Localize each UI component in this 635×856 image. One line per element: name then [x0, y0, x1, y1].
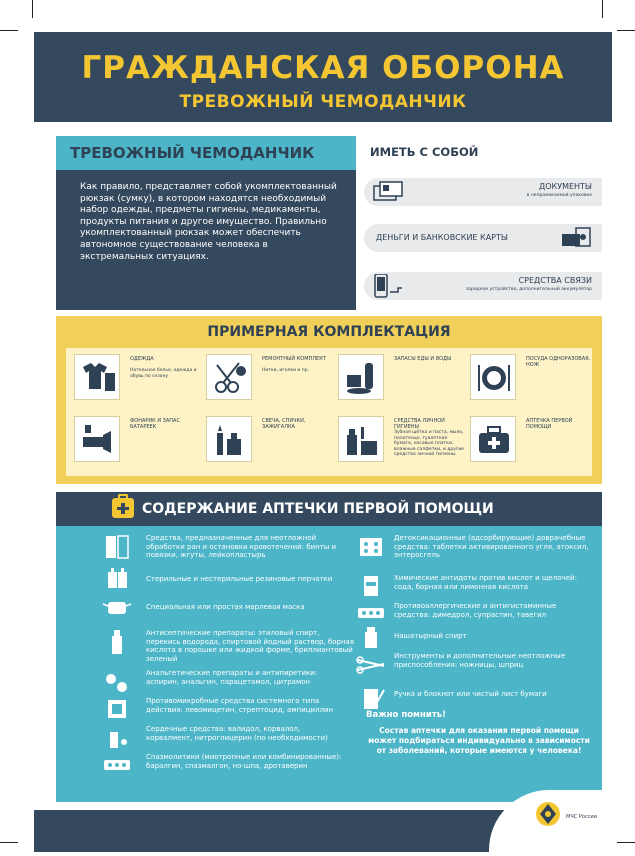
firstaid-left-item: Антисептические препараты: этиловый спирт, перекись водорода, спиртовой йодный раствор, борная кислота в порошке или жидкой форме, бриллиантовый зеленый — [146, 629, 355, 663]
kit-item-food — [338, 354, 468, 412]
first-aid-kit-icon — [475, 421, 513, 459]
firstaid-right-item: Химические антидоты против кислот и щелочей: сода, борная или лимонная кислота — [394, 574, 577, 591]
keep-label: ДЕНЬГИ И БАНКОВСКИЕ КАРТЫ — [376, 233, 508, 242]
kit-desc: Нитки, иголки и пр. — [262, 368, 310, 373]
firstaid-right-item: Детоксикационные (адсорбирующие) доврачебные средства: таблетки активированного угля, атоксил, энтеросгель — [394, 534, 589, 560]
firstaid-left-item: Средства, предназначенные для неотложной обработки ран и остановки кровотечений: бинты и повязки, жгуты, лейкопластырь — [146, 534, 337, 560]
intro-panel — [56, 170, 356, 310]
firstaid-right-item: Нашатырный спирт — [394, 632, 467, 640]
crop-mark — [0, 30, 18, 31]
adsorbent-icon — [356, 534, 386, 560]
intro-heading-bar — [56, 136, 356, 170]
kit-section — [56, 316, 602, 484]
page-title: ГРАЖДАНСКАЯ ОБОРОНА — [81, 50, 565, 86]
footer-bar — [34, 810, 612, 852]
keep-item-communication — [364, 272, 602, 300]
mask-icon — [102, 596, 132, 622]
crop-mark — [0, 842, 18, 843]
firstaid-heading-bar — [56, 492, 602, 526]
page-subtitle: ТРЕВОЖНЫЙ ЧЕМОДАНЧИК — [179, 92, 467, 112]
keep-item-money — [364, 224, 602, 252]
crop-mark — [602, 0, 603, 18]
antimicrobial-icon — [102, 696, 132, 722]
intro-text: Как правило, представляет собой укомплектованный рюкзак (сумку), в котором находятся необходимый набор одежды, предметы гигиены, медикаменты, продукты питания и другое имущество. Правильно укомплектованный рюкзак может обеспечить автономное существование человека в экстремальных ситуациях. — [80, 182, 337, 262]
firstaid-left-item: Противомикробные средства системного типа действия: левомицетин, стрептоцид, ампициллин — [146, 697, 334, 714]
crop-mark — [617, 842, 635, 843]
firstaid-left-item: Специальная или простая марлевая маска — [146, 603, 305, 611]
gloves-icon — [102, 564, 132, 590]
note-title: Важно помнить! — [366, 710, 447, 720]
ammonia-icon — [356, 624, 386, 650]
antiallergic-icon — [356, 600, 386, 626]
first-aid-icon — [112, 498, 134, 518]
kit-title: ПРИМЕРНАЯ КОМПЛЕКТАЦИЯ — [207, 324, 451, 340]
intro-heading: ТРЕВОЖНЫЙ ЧЕМОДАНЧИК — [70, 144, 315, 162]
scissors-icon — [211, 359, 249, 397]
keep-note: в непромокаемой упаковке — [526, 193, 592, 198]
crop-mark — [617, 30, 635, 31]
firstaid-right-item: Ручка и блокнот или чистый лист бумаги — [394, 690, 547, 698]
food-icon — [343, 359, 381, 397]
kit-name: РЕМОНТНЫЙ КОМПЛЕКТ — [262, 356, 326, 362]
firstaid-right-item: Инструменты и дополнительные неотложные приспособления: ножницы, шприц — [394, 652, 566, 669]
kit-item-firstaid — [470, 416, 600, 474]
antidote-icon — [356, 572, 386, 598]
firstaid-title: СОДЕРЖАНИЕ АПТЕЧКИ ПЕРВОЙ ПОМОЩИ — [142, 501, 494, 517]
poster — [34, 32, 612, 852]
kit-item-hygiene — [338, 416, 468, 474]
kit-name: ФОНАРИК И ЗАПАС БАТАРЕЕК — [130, 418, 180, 430]
firstaid-right-item: Противоаллергические и антигистаминные средства: димедрол, супрастин, тавегил — [394, 602, 557, 619]
kit-desc: Нательное белье, одежда и обувь по сезону — [130, 368, 197, 379]
kit-desc: Зубная щётка и паста, мыло, полотенце, туалетная бумага, носовые платки, влажные салфетки, и другие средства личной гигиены — [394, 430, 464, 457]
documents-icon — [372, 180, 404, 204]
notepad-icon — [356, 686, 386, 712]
candle-icon — [211, 421, 249, 459]
header-banner — [34, 32, 612, 122]
kit-item-repair — [206, 354, 336, 412]
note-text: Состав аптечки для оказания первой помощи может подбираться индивидуально в зависимости от заболеваний, которые имеются у человека! — [368, 726, 590, 755]
phone-icon — [372, 274, 404, 298]
blister-icon — [102, 752, 132, 778]
kit-name: ЗАПАСЫ ЕДЫ И ВОДЫ — [394, 356, 452, 362]
firstaid-left-item: Спазмолитики (миотропные или комбинированные): баралгин, спазмалгон, но-шпа, дротаверин — [146, 753, 342, 770]
hygiene-icon — [343, 421, 381, 459]
firstaid-left-item: Сердечные средства: валидол, корвалол, корвалмент, нитроглицерин (по необходимости) — [146, 725, 328, 742]
kit-name: ПОСУДА ОДНОРАЗОВАЯ, НОЖ — [526, 356, 591, 368]
kit-name: СВЕЧА, СПИЧКИ, ЗАЖИГАЛКА — [262, 418, 306, 430]
instruments-icon — [356, 652, 386, 678]
bandage-icon — [102, 534, 132, 560]
keep-label: СРЕДСТВА СВЯЗИ — [518, 276, 592, 285]
footer-brand: МЧС России — [566, 814, 597, 820]
antiseptic-icon — [102, 628, 132, 654]
keep-label: ДОКУМЕНТЫ — [538, 182, 592, 191]
kit-item-candle — [206, 416, 336, 474]
money-icon — [560, 226, 592, 250]
firstaid-left-item: Стерильные и нестерильные резиновые перчатки — [146, 575, 333, 583]
kit-item-dishes — [470, 354, 600, 412]
kit-item-flashlight — [74, 416, 204, 474]
firstaid-left-item: Анальгетические препараты и антипиретики: аспирин, анальгин, парацетамол, цитрамон — [146, 669, 318, 686]
emchs-emblem-icon — [534, 800, 562, 828]
kit-item-clothes — [74, 354, 204, 412]
flashlight-icon — [79, 421, 117, 459]
kit-grid — [66, 348, 592, 476]
kit-name: АПТЕЧКА ПЕРВОЙ ПОМОЩИ — [526, 418, 573, 430]
plate-icon — [475, 359, 513, 397]
heart-drops-icon — [102, 724, 132, 750]
kit-name: ОДЕЖДА — [130, 356, 154, 362]
clothes-icon — [79, 359, 117, 397]
pills-icon — [102, 670, 132, 696]
kit-name: СРЕДСТВА ЛИЧНОЙ ГИГИЕНЫ — [394, 418, 445, 430]
crop-mark — [32, 0, 33, 18]
keep-item-documents — [364, 178, 602, 206]
keep-title: ИМЕТЬ С СОБОЙ — [370, 145, 479, 159]
firstaid-section — [56, 492, 602, 802]
keep-note: зарядное устройство, дополнительный аккумулятор — [465, 287, 592, 292]
